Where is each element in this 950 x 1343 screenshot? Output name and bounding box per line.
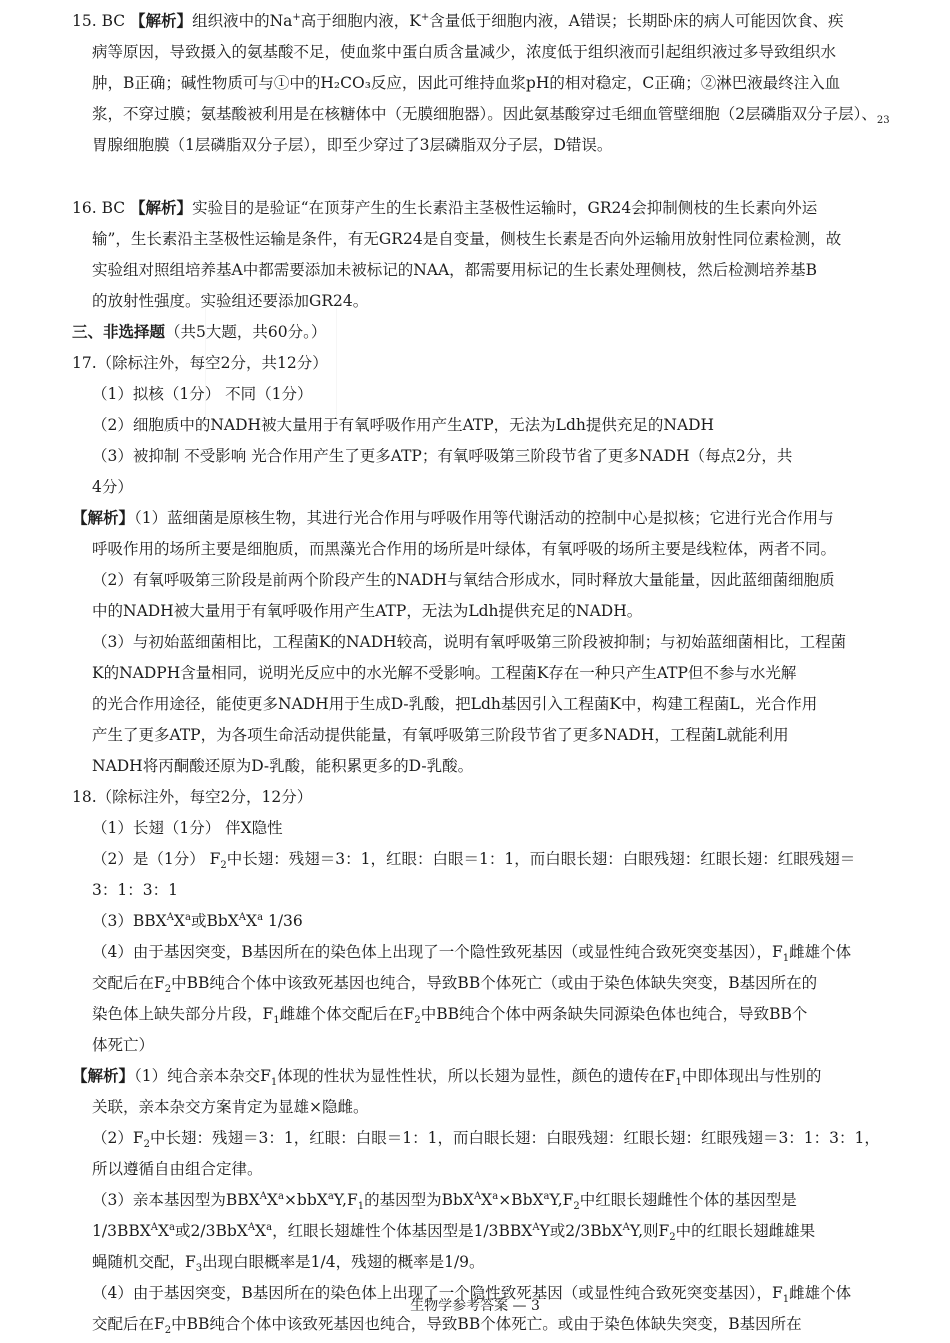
q18-analysis-4: 所以遵循自由组合定律。 [92,1160,263,1178]
q18-analysis-2: 关联，亲本杂交方案肯定为显雄×隐雌。 [92,1098,369,1116]
q15-line-3: 肿，B正确；碱性物质可与①中的H₂CO₃反应，因此可维持血浆pH的相对稳定，C正确；②淋巴液最终注入血 [92,74,841,92]
q18-analysis-9: 交配后在$F_2$中BB纯合个体中该致死基因也纯合，导致BB个体死亡。或由于染色体缺失突变，B基因所在 [92,1315,802,1334]
q17-answer-3-cont: 4分） [92,478,133,496]
q16-line-1: 16. BC 【解析】实验目的是验证“在顶芽产生的生长素沿主茎极性运输时，GR24会抑制侧枝的生长素向外运 [72,198,818,217]
q18-answer-4-2: 交配后在$F_2$中BB纯合个体中该致死基因也纯合，导致BB个体死亡（或由于染色体缺失突变，B基因所在的 [92,974,818,993]
q17-analysis-7: 的光合作用途径，能使更多NADH用于生成D-乳酸，把Ldh基因引入工程菌K中，构建工程菌L，光合作用 [92,695,818,713]
q18-analysis-1: 【解析】（1）纯合亲本杂交$F_1$体现的性状为显性性状，所以长翅为显性，颜色的遗传在$F_1$中即体现出与性别的 [72,1066,822,1086]
q18-answer-4-3: 染色体上缺失部分片段，$F_1$雌雄个体交配后在$F_2$中BB纯合个体中两条缺失同源染色体也纯合，导致BB个 [92,1005,808,1024]
q18-analysis-3: $(2)F_2$中长翅：残翅＝3：1，红眼：白眼＝1：1，而白眼长翅：白眼残翅：红眼长翅：红眼残翅＝3：1：3：1， [92,1129,880,1148]
q18-analysis-8: （4）由于基因突变，B基因所在的染色体上出现了一个隐性致死基因（或显性纯合致死突变基因），$F_1$雌雄个体 [92,1284,852,1303]
q17-answer-1: （1）拟核（1分） 不同（1分） [92,385,313,403]
q15-line-5: 胃腺细胞膜（1层磷脂双分子层），即至少穿过了3层磷脂双分子层，D错误。 [92,136,613,154]
q15-line-4: 浆，不穿过膜；氨基酸被利用是在核糖体中（无膜细胞器）。因此氨基酸穿过毛细血管壁细胞（2层磷脂双分子层）、$_{23}$ [92,105,890,124]
q18-answer-2-cont: 3：1：3：1 [92,881,178,899]
q17-analysis-5: （3）与初始蓝细菌相比，工程菌K的NADH较高，说明有氧呼吸第三阶段被抑制；与初始蓝细菌相比，工程菌 [92,633,847,651]
q18-analysis-5: （3）亲本基因型为$BBX^AX^a\times bbX^aY,F_1$的基因型为$BbX^AX^a\times BbX^aY,F_2$中红眼长翅雌性个体的基因型是 [92,1190,797,1210]
q16-line-3: 实验组对照组培养基A中都需要添加未被标记的NAA，都需要用标记的生长素处理侧枝，然后检测培养基B [92,261,818,279]
q17-answer-3: （3）被抑制 不受影响 光合作用产生了更多ATP；有氧呼吸第三阶段节省了更多NADH（每点2分，共 [92,447,793,465]
q18-answer-1: （1）长翅（1分） 伴X隐性 [92,819,283,837]
q17-analysis-9: NADH将丙酮酸还原为D-乳酸，能积累更多的D-乳酸。 [92,757,474,775]
q15-line-1: 15. BC 【解析】组织液中的Na+高于细胞内液，K+含量低于细胞内液，A错误；长期卧床的病人可能因饮食、疾 [72,11,844,30]
q17-analysis-8: 产生了更多ATP，为各项生命活动提供能量，有氧呼吸第三阶段节省了更多NADH，工程菌L就能利用 [92,726,789,744]
q17-answer-2: （2）细胞质中的NADH被大量用于有氧呼吸作用产生ATP，无法为Ldh提供充足的NADH [92,416,715,434]
page-footer: 生物学参考答案 — 3 [410,1298,540,1314]
q17-analysis-1: 【解析】（1）蓝细菌是原核生物，其进行光合作用与呼吸作用等代谢活动的控制中心是拟核；它进行光合作用与 [72,508,834,527]
q18-header: 18.（除标注外，每空2分，12分） [72,788,313,806]
section-heading: 三、非选择题（共5大题，共60分。） [72,322,327,341]
q18-answer-4-4: 体死亡） [92,1036,155,1054]
q15-line-2: 病等原因，导致摄入的氨基酸不足，使血浆中蛋白质含量减少，浓度低于组织液而引起组织液过多导致组织水 [92,43,837,61]
q18-analysis-6: $1/3BBX^AX^a$或$2/3BbX^AX^a$，红眼长翅雄性个体基因型是$1/3BBX^AY$或2/3BbX$^A$Y,则$F_2$中的红眼长翅雌雄果 [92,1221,816,1241]
q18-answer-2: （2）是（1分） $F_2$中长翅：残翅＝3：1，红眼：白眼＝1：1，而白眼长翅：白眼残翅：红眼长翅：红眼残翅＝ [92,850,856,869]
q16-line-4: 的放射性强度。实验组还要添加GR24。 [92,292,369,310]
q17-analysis-6: K的NADPH含量相同，说明光反应中的水光解不受影响。工程菌K存在一种只产生ATP但不参与水光解 [92,664,797,682]
q18-answer-3: $(3)BBX^AX^a$或$BbX^AX^a$ 1/36 [92,911,303,930]
q17-analysis-3: （2）有氧呼吸第三阶段是前两个阶段产生的NADH与氧结合形成水，同时释放大量能量，因此蓝细菌细胞质 [92,571,835,589]
q17-analysis-2: 呼吸作用的场所主要是细胞质，而黑藻光合作用的场所是叶绿体，有氧呼吸的场所主要是线粒体，两者不同。 [92,540,837,558]
q16-line-2: 输”，生长素沿主茎极性运输是条件，有无GR24是自变量，侧枝生长素是否向外运输用放射性同位素检测，故 [92,230,842,248]
q17-header: 17.（除标注外，每空2分，共12分） [72,354,328,372]
q18-analysis-7: 蝇随机交配，$F_3$出现白眼概率是1/4，残翅的概率是1/9。 [92,1253,485,1272]
q17-analysis-4: 中的NADH被大量用于有氧呼吸作用产生ATP，无法为Ldh提供充足的NADH。 [92,602,643,620]
q18-answer-4-1: （4）由于基因突变，B基因所在的染色体上出现了一个隐性致死基因（或显性纯合致死突变基因），$F_1$雌雄个体 [92,943,852,962]
